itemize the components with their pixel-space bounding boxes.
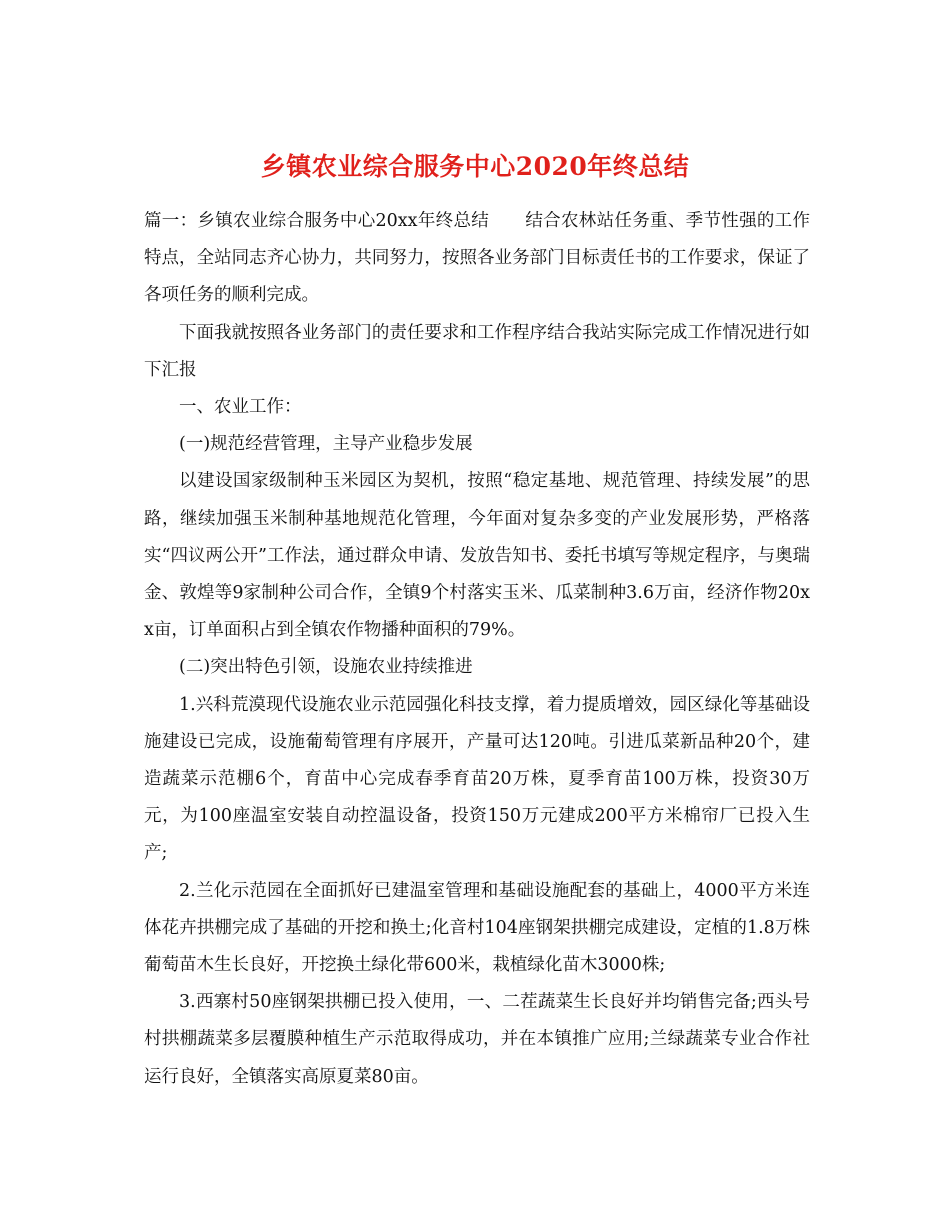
section-heading-agriculture: 一、农业工作： — [179, 397, 302, 418]
paragraph-intro-text: 结合农林站任务重、季节性强的工作特点，全站同志齐心协力，共同努力，按照各业务部门目标责任书的工作要求，保证了各项任务的顺利完成。 — [144, 211, 810, 306]
subsection-heading-1: (一)规范经营管理，主导产业稳步发展 — [179, 434, 473, 455]
paragraph-item-3: 3.西寨村50座钢架拱棚已投入使用，一、二茬蔬菜生长良好并均销售完备;西头号村拱棚蔬菜多层覆膜种植生产示范取得成功，并在本镇推广应用;兰绿蔬菜专业合作社运行良好，全镇落实高原夏菜80亩。 — [144, 992, 810, 1087]
paragraph-intro — [144, 203, 810, 315]
paragraph-item-2: 2.兰化示范园在全面抓好已建温室管理和基础设施配套的基础上，4000平方米连体花卉拱棚完成了基础的开挖和换土;化音村104座钢架拱棚完成建设，定植的1.8万株葡萄苗木生长良好，开挖换土绿化带600米，栽植绿化苗木3000株; — [144, 880, 810, 976]
subsection-heading-2: (二)突出特色引领，设施农业持续推进 — [179, 657, 473, 678]
paragraph-seed-corn: 以建设国家级制种玉米园区为契机，按照“稳定基地、规范管理、持续发展”的思路，继续加强玉米制种基地规范化管理，今年面对复杂多变的产业发展形势，严格落实“四议两公开”工作法，通过群众申请、发放告知书、委托书填写等规定程序，与奥瑞金、敦煌等9家制种公司合作，全镇9个村落实玉米、瓜菜制种3.6万亩，经济作物20xx亩，订单面积占到全镇农作物播种面积的79%。 — [144, 471, 810, 641]
document-body — [144, 203, 810, 1096]
paragraph-item-1: 1.兴科荒漠现代设施农业示范园强化科技支撑，着力提质增效，园区绿化等基础设施建设已完成，设施葡萄管理有序展开，产量可达120吨。引进瓜菜新品种20个，建造蔬菜示范棚6个，育苗中心完成春季育苗20万株，夏季育苗100万株，投资30万元，为100座温室安装自动控温设备，投资150万元建成200平方米棉帘厂已投入生产; — [144, 694, 810, 864]
document-title: 乡镇农业综合服务中心2020年终总结 — [260, 151, 690, 181]
paragraph-report-intro: 下面我就按照各业务部门的责任要求和工作程序结合我站实际完成工作情况进行如下汇报 — [144, 322, 810, 380]
paragraph-intro-lead: 篇一：乡镇农业综合服务中心20xx年终总结 — [144, 211, 490, 231]
